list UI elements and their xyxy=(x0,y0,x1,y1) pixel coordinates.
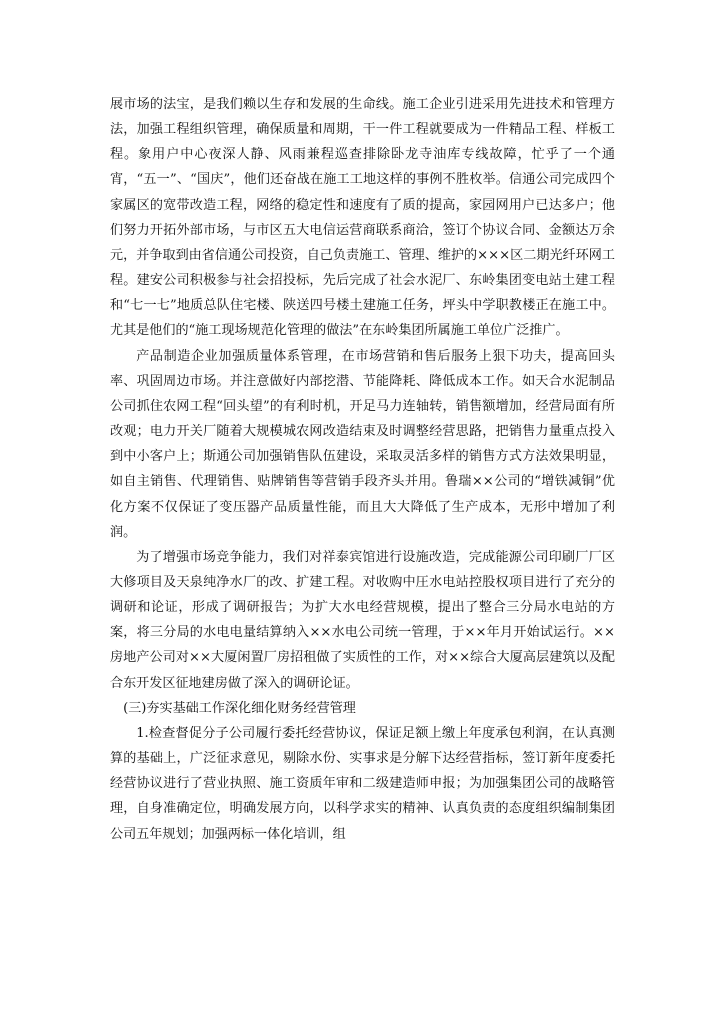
paragraph-construction: 展市场的法宝，是我们赖以生存和发展的生命线。施工企业引进采用先进技术和管理方法，加强工程组织管理，确保质量和周期，干一件工程就要成为一件精品工程、样板工程。象用户中心夜深人静、风雨兼程巡查排除卧龙寺油库专线故障，忙乎了一个通宵，“五一”、“国庆”，他们还奋战在施工工地这样的事例不胜枚举。信通公司完成四个家属区的宽带改造工程，网络的稳定性和速度有了质的提高，家园网用户已达多户；他们努力开拓外部市场，与市区五大电信运营商联系商洽，签订个协议合同、金额达万余元，并争取到由省信通公司投资，自己负责施工、管理、维护的×××区二期光纤环网工程。建安公司积极参与社会招投标，先后完成了社会水泥厂、东岭集团变电站土建工程和“七一七”地质总队住宅楼、陕送四号楼土建施工任务，坪头中学职教楼正在施工中。尤其是他们的“施工现场规范化管理的做法”在东岭集团所属施工单位广泛推广。 xyxy=(110,97,615,339)
section-heading-finance: (三)夯实基础工作深化细化财务经营管理 xyxy=(123,700,356,716)
paragraph-manufacturing: 产品制造企业加强质量体系管理，在市场营销和售后服务上狠下功夫，提高回头率、巩固周边市场。并注意做好内部挖潜、节能降耗、降低成本工作。如天合水泥制品公司抓住农网工程“回头望”的有利时机，开足马力连轴转，销售额增加，经营局面有所改观；电力开关厂随着大规模城农网改造结束及时调整经营思路，把销售力量重点投入到中小客户上；斯通公司加强销售队伍建设，采取灵活多样的销售方式方法效果明显，如自主销售、代理销售、贴牌销售等营销手段齐头并用。鲁瑞××公司的“增铁减铜”优化方案不仅保证了变压器产品质量性能，而且大大降低了生产成本，无形中增加了利润。 xyxy=(110,348,615,540)
paragraph-market-competition: 为了增强市场竞争能力，我们对祥泰宾馆进行设施改造，完成能源公司印刷厂厂区大修项目及天泉纯净水厂的改、扩建工程。对收购中圧水电站控股权项目进行了充分的调研和论证，形成了调研报告；为扩大水电经营规模，提出了整合三分局水电站的方案，将三分局的水电电量结算纳入××水电公司统一管理，于××年月开始试运行。××房地产公司对××大厦闲置厂房招租做了实质性的工作，对××综合大厦高层建筑以及配合东开发区征地建房做了深入的调研论证。 xyxy=(110,549,615,691)
paragraph-item-1: 1.检查督促分子公司履行委托经营协议，保证足额上缴上年度承包利润，在认真测算的基础上，广泛征求意见，剔除水份、实事求是分解下达经营指标，签订新年度委托经营协议进行了营业执照、施工资质年审和二级建造师申报；为加强集团公司的战略管理，自身准确定位，明确发展方向，以科学求实的精神、认真负责的态度组织编制集团公司五年规划；加强两标一体化培训，组 xyxy=(110,725,615,842)
document-body xyxy=(110,92,615,847)
